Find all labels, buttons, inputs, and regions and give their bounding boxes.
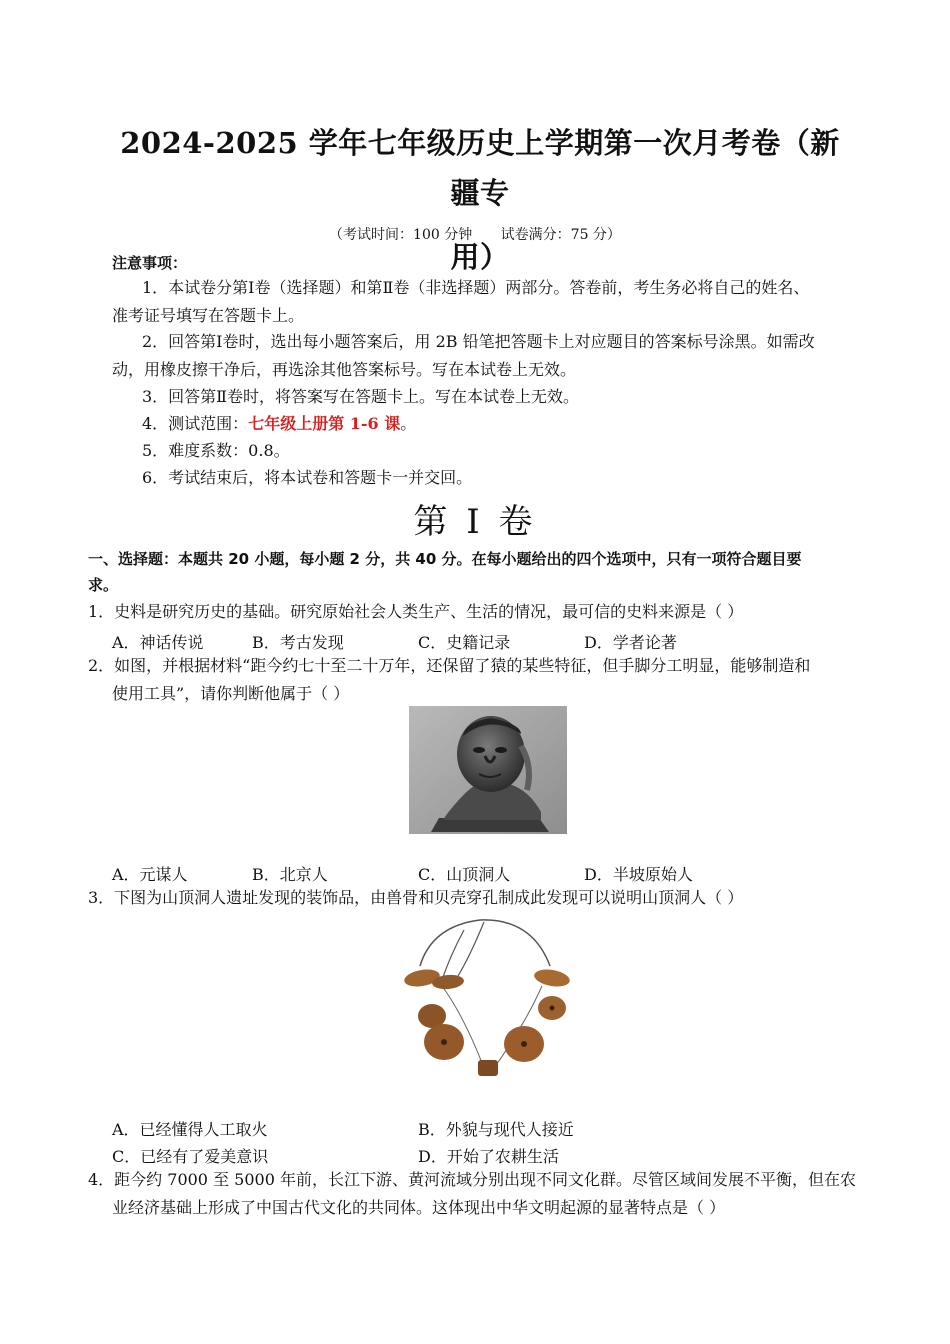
notice-item-1b: 准考证号填写在答题卡上。 — [112, 306, 305, 325]
notice-item-4-prefix: 4．测试范围： — [142, 414, 249, 433]
question-2-stem-a: 2．如图，并根据材料“距今约七十至二十万年，还保留了猿的某些特征，但手脚分工明显，能够制造和 — [88, 656, 811, 675]
notice-item-2b: 动，用橡皮擦干净后，再选涂其他答案标号。写在本试卷上无效。 — [112, 360, 577, 379]
notice-heading: 注意事项： — [112, 254, 188, 272]
notice-item-1a: 1．本试卷分第Ⅰ卷（选择题）和第Ⅱ卷（非选择题）两部分。答卷前，考生务必将自己的姓名、 — [142, 278, 810, 297]
question-1-option-d[interactable]: D．学者论著 — [584, 633, 677, 652]
question-2-option-b[interactable]: B．北京人 — [252, 865, 328, 884]
notice-item-4 — [142, 410, 416, 438]
question-4-stem-a: 4．距今约 7000 至 5000 年前，长江下游、黄河流域分别出现不同文化群。尽管区域间发展不平衡，但在农 — [88, 1170, 856, 1189]
exam-title-line2: 用） — [450, 240, 510, 274]
question-1-option-a[interactable]: A．神话传说 — [112, 633, 204, 652]
section-heading-a: 一、选择题：本题共 20 小题，每小题 2 分，共 40 分。在每小题给出的四个选项中，只有一项符合题目要 — [88, 550, 802, 568]
question-2-option-d[interactable]: D．半坡原始人 — [584, 865, 693, 884]
notice-item-2a: 2．回答第Ⅰ卷时，选出每小题答案后，用 2B 铅笔把答题卡上对应题目的答案标号涂黑。如需改 — [142, 332, 815, 351]
question-3-option-a[interactable]: A．已经懂得人工取火 — [112, 1120, 268, 1139]
notice-item-6: 6．考试结束后，将本试卷和答题卡一并交回。 — [142, 468, 473, 487]
exam-score: 试卷满分：75 分） — [500, 227, 621, 243]
question-3-option-d[interactable]: D．开始了农耕生活 — [418, 1147, 559, 1166]
section-heading — [88, 546, 868, 598]
notice-item-3: 3．回答第Ⅱ卷时，将答案写在答题卡上。写在本试卷上无效。 — [142, 387, 580, 406]
exam-info — [0, 224, 950, 244]
exam-title — [110, 118, 850, 282]
question-3-option-b[interactable]: B．外貌与现代人接近 — [418, 1120, 574, 1139]
bust-illustration — [409, 706, 567, 834]
question-4-stem-b: 业经济基础上形成了中国古代文化的共同体。这体现出中华文明起源的显著特点是（ ） — [112, 1198, 726, 1217]
exam-title-line1: 2024-2025 学年七年级历史上学期第一次月考卷（新疆专 — [120, 126, 840, 210]
question-3-stem: 3．下图为山顶洞人遗址发现的装饰品，由兽骨和贝壳穿孔制成此发现可以说明山顶洞人（ ） — [88, 888, 744, 907]
exam-time: （考试时间：100 分钟 — [329, 227, 473, 243]
question-1-stem: 1．史料是研究历史的基础。研究原始社会人类生产、生活的情况，最可信的史料来源是（ ） — [88, 602, 744, 621]
question-2-stem-b: 使用工具”，请你判断他属于（ ） — [112, 684, 350, 703]
question-2-option-a[interactable]: A．元谋人 — [112, 865, 188, 884]
part-title: 第 I 卷 — [413, 502, 537, 542]
question-2-option-c[interactable]: C．山顶洞人 — [418, 865, 511, 884]
notice-item-4-suffix: 。 — [400, 414, 417, 433]
shell-necklace-image — [392, 916, 572, 1086]
necklace-illustration — [392, 916, 572, 1086]
section-heading-b: 求。 — [88, 576, 119, 594]
question-3-option-c[interactable]: C．已经有了爱美意识 — [112, 1147, 269, 1166]
question-1-option-c[interactable]: C．史籍记录 — [418, 633, 511, 652]
question-1-option-b[interactable]: B．考古发现 — [252, 633, 344, 652]
peking-man-bust-image — [409, 706, 567, 834]
test-range: 七年级上册第 1-6 课 — [248, 414, 401, 433]
notice-item-5: 5．难度系数：0.8。 — [142, 441, 290, 460]
